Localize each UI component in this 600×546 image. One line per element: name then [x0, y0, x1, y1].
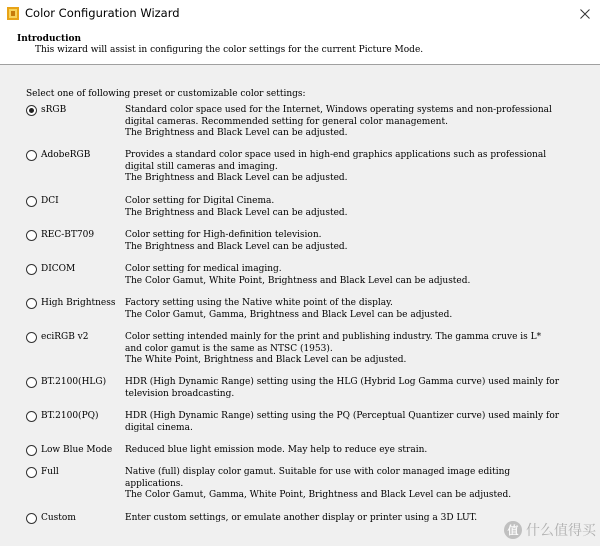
option-description — [125, 467, 580, 502]
description-line: Provides a standard color space used in high-end graphics applications such as professional — [125, 150, 547, 160]
option-label[interactable]: High Brightness — [41, 298, 116, 308]
options-panel — [0, 65, 600, 546]
option-description — [125, 105, 580, 140]
option-label[interactable]: DCI — [41, 196, 59, 206]
description-line: HDR (High Dynamic Range) setting using the PQ (Perceptual Quantizer curve) used mainly for — [125, 411, 560, 421]
page-description: This wizard will assist in configuring the color settings for the current Picture Mode. — [35, 45, 424, 55]
radio-low-blue-mode[interactable] — [26, 445, 37, 456]
description-line: Enter custom settings, or emulate another display or printer using a 3D LUT. — [125, 513, 478, 523]
title-bar — [0, 0, 600, 29]
description-line: The Brightness and Black Level can be adjusted. — [125, 173, 348, 183]
radio-full[interactable] — [26, 467, 37, 478]
description-line: Standard color space used for the Internet, Windows operating systems and non-professional — [125, 105, 552, 115]
description-line: digital still cameras and imaging. — [125, 161, 278, 172]
description-line: Color setting for Digital Cinema. — [125, 196, 275, 206]
description-line: applications. — [125, 478, 184, 489]
radio-adobergb[interactable] — [26, 150, 37, 161]
window-title: Color Configuration Wizard — [25, 6, 180, 20]
radio-srgb[interactable] — [26, 105, 37, 116]
option-description — [125, 445, 580, 457]
description-line: Native (full) display color gamut. Suitable for use with color managed image editing — [125, 467, 511, 477]
option-description — [125, 196, 580, 219]
close-icon — [580, 9, 590, 19]
radio-bt-2100-pq[interactable] — [26, 411, 37, 422]
description-line: The White Point, Brightness and Black Level can be adjusted. — [125, 355, 407, 365]
option-label[interactable]: sRGB — [41, 105, 67, 115]
description-line: Color setting for medical imaging. — [125, 264, 282, 274]
description-line: and color gamut is the same as NTSC (1953). — [125, 343, 333, 354]
option-label[interactable]: BT.2100(HLG) — [41, 377, 107, 387]
radio-custom[interactable] — [26, 513, 37, 524]
description-line: The Color Gamut, Gamma, White Point, Brightness and Black Level can be adjusted. — [125, 490, 512, 500]
radio-dci[interactable] — [26, 196, 37, 207]
option-label[interactable]: Full — [41, 467, 59, 477]
description-line: The Color Gamut, Gamma, Brightness and Black Level can be adjusted. — [125, 309, 453, 320]
option-description — [125, 332, 580, 367]
description-line: digital cinema. — [125, 422, 193, 433]
page-title: Introduction — [17, 34, 82, 44]
radio-rec-bt709[interactable] — [26, 230, 37, 241]
description-line: digital cameras. Recommended setting for general color management. — [125, 116, 448, 127]
description-line: Factory setting using the Native white point of the display. — [125, 298, 393, 308]
watermark — [504, 520, 596, 540]
option-description — [125, 264, 580, 287]
watermark-text: 什么值得买 — [526, 523, 596, 539]
description-line: The Brightness and Black Level can be adjusted. — [125, 128, 348, 138]
watermark-logo: 值 — [504, 521, 522, 539]
description-line: The Brightness and Black Level can be adjusted. — [125, 241, 348, 252]
description-line: Reduced blue light emission mode. May help to reduce eye strain. — [125, 445, 428, 455]
description-line: television broadcasting. — [125, 388, 235, 399]
close-button[interactable] — [570, 0, 600, 28]
option-label[interactable]: Custom — [41, 513, 76, 523]
option-label[interactable]: REC-BT709 — [41, 230, 95, 240]
option-description — [125, 150, 580, 185]
options-prompt: Select one of following preset or customizable color settings: — [26, 89, 306, 99]
option-label[interactable]: BT.2100(PQ) — [41, 411, 99, 421]
option-description — [125, 377, 580, 400]
option-description — [125, 411, 580, 434]
description-line: The Color Gamut, White Point, Brightness and Black Level can be adjusted. — [125, 275, 471, 286]
radio-dicom[interactable] — [26, 264, 37, 275]
option-label[interactable]: DICOM — [41, 264, 76, 274]
option-label[interactable]: Low Blue Mode — [41, 445, 113, 455]
description-line: Color setting for High-definition television. — [125, 230, 322, 240]
radio-ecirgb-v2[interactable] — [26, 332, 37, 343]
description-line: HDR (High Dynamic Range) setting using the HLG (Hybrid Log Gamma curve) used mainly for — [125, 377, 560, 387]
option-description — [125, 230, 580, 253]
description-line: Color setting intended mainly for the print and publishing industry. The gamma cruve is L* — [125, 332, 542, 342]
app-icon — [7, 7, 19, 20]
radio-bt-2100-hlg[interactable] — [26, 377, 37, 388]
option-label[interactable]: eciRGB v2 — [41, 332, 89, 342]
option-label[interactable]: AdobeRGB — [41, 150, 91, 160]
description-line: The Brightness and Black Level can be adjusted. — [125, 207, 348, 218]
option-description — [125, 298, 580, 321]
radio-high-brightness[interactable] — [26, 298, 37, 309]
header-panel — [0, 28, 600, 65]
